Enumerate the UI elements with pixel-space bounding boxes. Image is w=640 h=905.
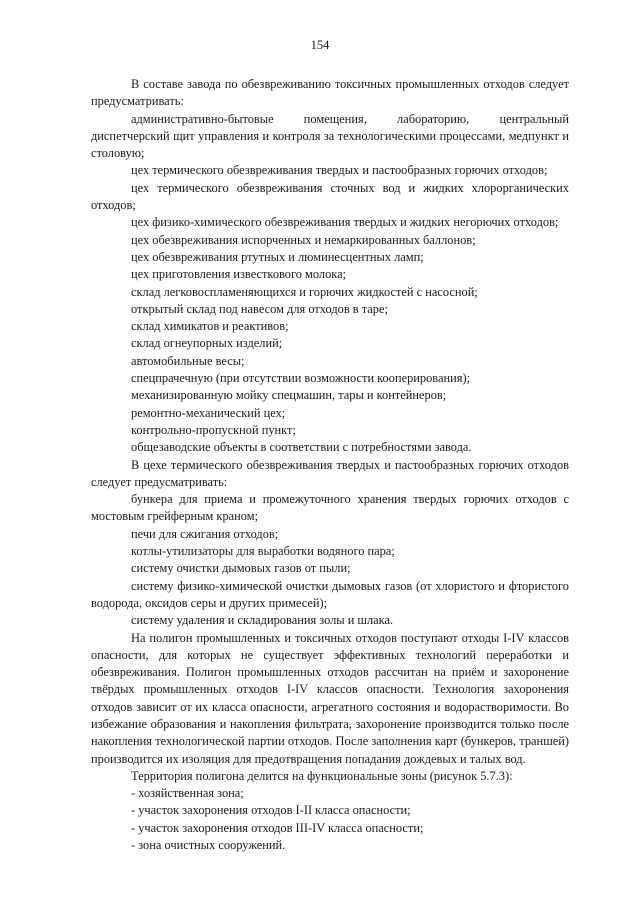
- list-item: контрольно-пропускной пункт;: [131, 422, 296, 437]
- list-item: спецпрачечную (при отсутствии возможности кооперирования);: [131, 371, 471, 386]
- list-item: - зона очистных сооружений.: [131, 838, 286, 853]
- list-item: цех обезвреживания испорченных и немаркированных баллонов;: [131, 232, 476, 247]
- page-number: 154: [310, 38, 330, 52]
- list-item: склад легковоспламеняющихся и горючих жидкостей с насосной;: [131, 284, 478, 299]
- list-item: общезаводские объекты в соответствии с потребностями завода.: [131, 440, 472, 455]
- list-item: цех термического обезвреживания сточных вод и жидких хлорорганических отходов;: [91, 180, 569, 213]
- list-item: цех обезвреживания ртутных и люминесцентных ламп;: [131, 249, 424, 264]
- list-item: автомобильные весы;: [131, 353, 245, 368]
- list-item: печи для сжигания отходов;: [131, 526, 279, 541]
- paragraph-thermal-shop: В цехе термического обезвреживания твердых и пастообразных горючих отходов следует предусматривать:: [91, 457, 569, 489]
- paragraph-landfill: На полигон промышленных и токсичных отходов поступают отходы I-IV классов опасности, для которых не существует эффективных технологий переработки и обезвреживания. Полигон промышленных отходов рассчитан на приём и захоронение твёрдых промышленных отходов I-IV классов опасности. Технология захоронения отходов зависит от их класса опасности, агрегатного состояния и водорастворимости. Во избежание образования и накопления фильтрата, захоронение производится только после накопления технологической партии отходов. После заполнения карт (бункеров, траншей) производится их изоляция для предотвращения попадания дождевых и талых вод.: [91, 630, 569, 766]
- list-item: открытый склад под навесом для отходов в таре;: [131, 301, 388, 316]
- list-item: бункера для приема и промежуточного хранения твердых горючих отходов с мостовым грейферным краном;: [91, 492, 569, 524]
- list-item: ремонтно-механический цех;: [131, 405, 286, 420]
- list-item: систему очистки дымовых газов от пыли;: [131, 561, 351, 576]
- list-item: систему физико-химической очистки дымовых газов (от хлористого и фтористого водорода, оксидов серы и других примесей);: [91, 578, 569, 610]
- list-item: - участок захоронения отходов III-IV класса опасности;: [131, 820, 424, 835]
- list-item: систему удаления и складирования золы и шлака.: [131, 613, 394, 628]
- list-item: механизированную мойку спецмашин, тары и контейнеров;: [131, 388, 447, 403]
- list-item: склад химикатов и реактивов;: [131, 319, 289, 334]
- list-item: котлы-утилизаторы для выработки водяного пара;: [131, 544, 395, 559]
- list-item: - хозяйственная зона;: [131, 786, 244, 801]
- list-item: административно-бытовые помещения, лабораторию, центральный диспетчерский щит управления и контроля за технологическими процессами, медпункт и столовую;: [91, 111, 569, 161]
- list-item: цех термического обезвреживания твердых и пастообразных горючих отходов;: [131, 163, 548, 178]
- list-item: цех физико-химического обезвреживания твердых и жидких негорючих отходов;: [131, 215, 559, 230]
- list-item: - участок захоронения отходов I-II класса опасности;: [131, 803, 411, 818]
- paragraph-zones: Территория полигона делится на функциональные зоны (рисунок 5.7.3):: [131, 768, 513, 783]
- paragraph-intro: В составе завода по обезвреживанию токсичных промышленных отходов следует предусматривать:: [91, 77, 569, 109]
- list-item: склад огнеупорных изделий;: [131, 336, 283, 351]
- list-item: цех приготовления известкового молока;: [131, 267, 347, 282]
- document-body: [91, 76, 569, 854]
